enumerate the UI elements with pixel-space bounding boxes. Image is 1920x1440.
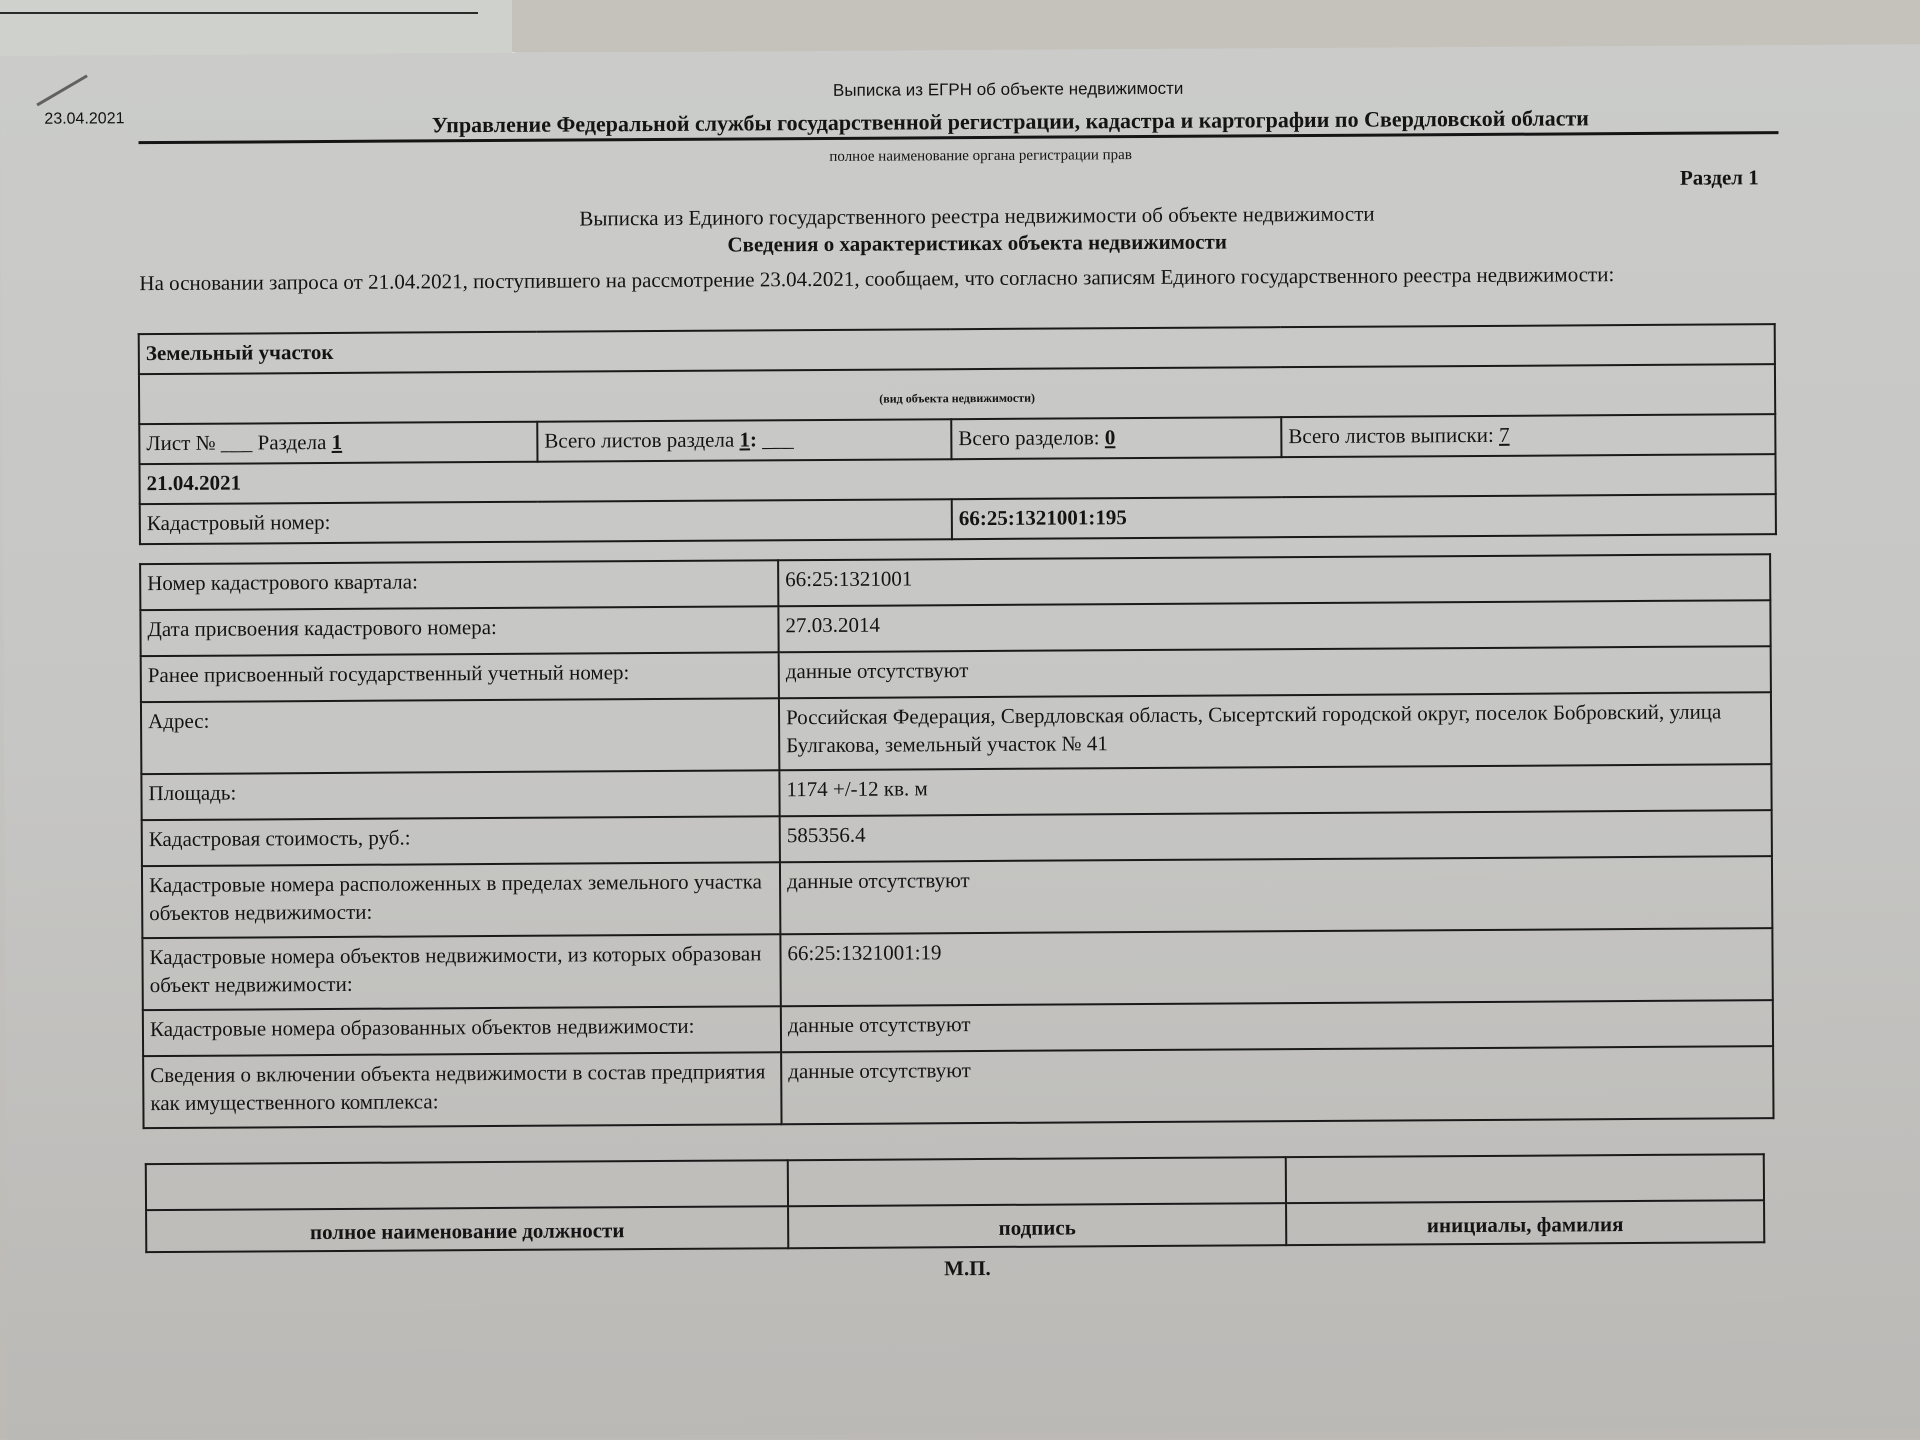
- property-label: Кадастровые номера расположенных в пределах земельного участка объектов недвижимости:: [142, 862, 780, 938]
- object-header-table: [138, 323, 1777, 545]
- total-sheets-section-label: Всего листов раздела: [544, 427, 735, 453]
- seal-placeholder: М.П.: [944, 1255, 991, 1281]
- total-sheets-value: 7: [1498, 422, 1510, 447]
- section-of-sheet-value: 1: [331, 429, 343, 454]
- property-value: 66:25:1321001:19: [780, 928, 1772, 1006]
- document-page: [0, 44, 1920, 1440]
- sheet-blank: ___: [220, 430, 253, 455]
- sheet-label: Лист №: [146, 430, 216, 456]
- table-row: [142, 928, 1772, 1010]
- signature-caption: подпись: [788, 1203, 1286, 1248]
- stamp-date: 23.04.2021: [44, 110, 125, 128]
- property-label: Ранее присвоенный государственный учетный номер:: [141, 652, 779, 702]
- property-value: данные отсутствуют: [781, 1000, 1773, 1052]
- property-label: Площадь:: [141, 770, 779, 820]
- name-field: [1286, 1154, 1764, 1203]
- intro-paragraph: На основании запроса от 21.04.2021, поступившего на рассмотрение 23.04.2021, сообщаем, что согласно записям Единого государственного реестра недвижимости:: [139, 262, 1615, 296]
- table-row: [141, 692, 1771, 774]
- property-value: 27.03.2014: [778, 600, 1770, 652]
- property-label: Адрес:: [141, 698, 779, 774]
- table-row: [143, 1046, 1773, 1128]
- property-label: Кадастровые номера образованных объектов недвижимости:: [143, 1006, 781, 1056]
- cadastral-number-value: 66:25:1321001:195: [952, 494, 1776, 539]
- total-sheets-cell: [1281, 414, 1775, 457]
- page-title: Выписка из Единого государственного реестра недвижимости об объекте недвижимости: [579, 201, 1375, 231]
- cadastral-number-label: Кадастровый номер:: [140, 499, 952, 544]
- total-sheets-section-num: 1: [739, 427, 751, 452]
- extract-date: 21.04.2021: [139, 454, 1775, 504]
- property-label: Кадастровые номера объектов недвижимости, из которых образован объект недвижимости:: [142, 934, 780, 1010]
- document-type: Выписка из ЕГРН об объекте недвижимости: [832, 78, 1184, 100]
- name-caption: инициалы, фамилия: [1286, 1200, 1764, 1245]
- total-sheets-section-cell: Всего листов раздела 1: ___: [537, 419, 951, 462]
- section-of-sheet-label: Раздела: [257, 430, 327, 455]
- organization-caption: полное наименование органа регистрации прав: [829, 147, 1132, 165]
- total-sheets-label: Всего листов выписки:: [1288, 422, 1494, 449]
- position-caption: полное наименование должности: [146, 1206, 788, 1252]
- property-value: данные отсутствуют: [779, 646, 1771, 698]
- background-surface: [512, 0, 1920, 52]
- property-label: Сведения о включении объекта недвижимости в состав предприятия как имущественного комплекса:: [143, 1052, 781, 1128]
- object-type: Земельный участок: [139, 324, 1775, 374]
- property-value: Российская Федерация, Свердловская область, Сысертский городской округ, поселок Бобровский, улица Булгакова, земельный участок № 41: [779, 692, 1771, 770]
- property-value: 1174 +/-12 кв. м: [779, 764, 1771, 816]
- property-value: 66:25:1321001: [778, 554, 1770, 606]
- property-value: 585356.4: [780, 810, 1772, 862]
- properties-table: [139, 553, 1774, 1129]
- property-label: Дата присвоения кадастрового номера:: [140, 606, 778, 656]
- total-sections-value: 0: [1104, 425, 1116, 450]
- property-value: данные отсутствуют: [780, 856, 1772, 934]
- page-subtitle: Сведения о характеристиках объекта недвижимости: [727, 229, 1227, 257]
- property-label: Номер кадастрового квартала:: [140, 560, 778, 610]
- signature-field: [788, 1157, 1286, 1206]
- position-field: [146, 1160, 788, 1210]
- underlying-rule-line: [0, 12, 478, 14]
- total-sections-label: Всего разделов:: [958, 425, 1100, 451]
- object-type-caption: (вид объекта недвижимости): [139, 364, 1775, 424]
- total-sections-cell: [951, 417, 1281, 459]
- signature-table: [145, 1153, 1766, 1253]
- table-row: [142, 856, 1772, 938]
- property-value: данные отсутствуют: [781, 1046, 1773, 1124]
- section-label: Раздел 1: [1679, 165, 1759, 190]
- property-label: Кадастровая стоимость, руб.:: [142, 816, 780, 866]
- sheet-number-cell: [139, 422, 537, 464]
- organization-name: Управление Федеральной службы государственной регистрации, кадастра и картографии по Свердловской области: [431, 105, 1590, 138]
- total-sheets-section-value: ___: [762, 427, 794, 452]
